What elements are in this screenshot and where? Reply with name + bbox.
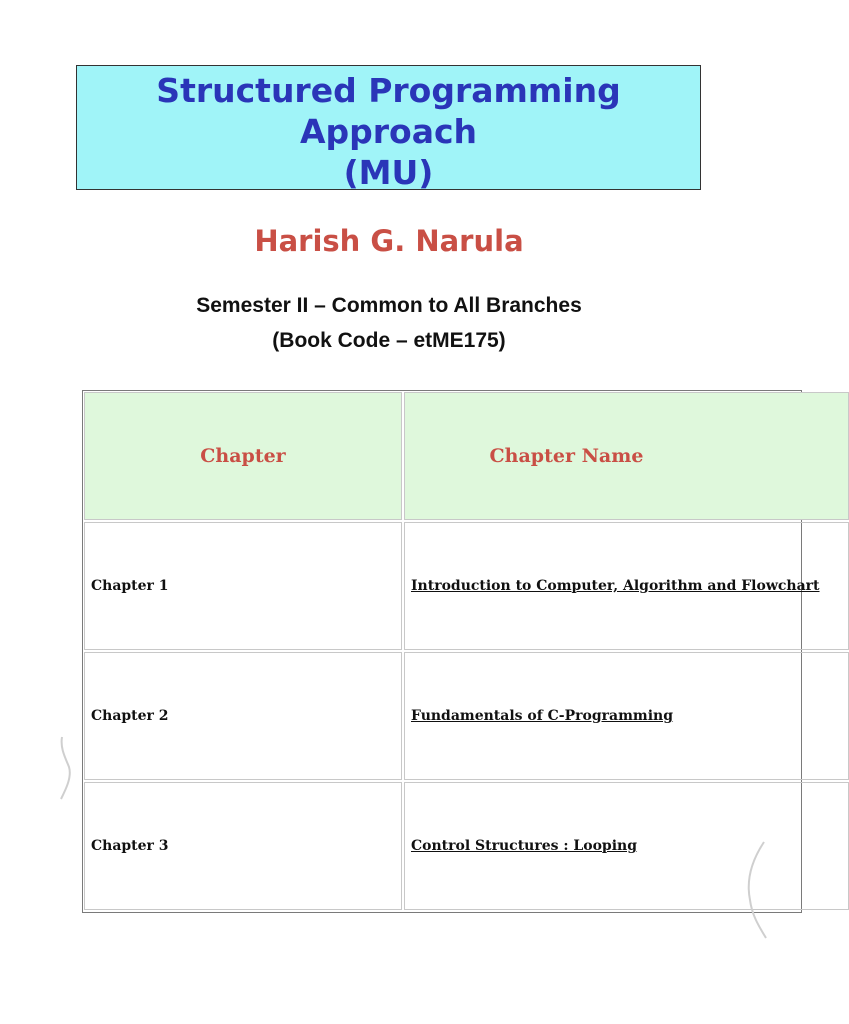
semester-subtitle: Semester II – Common to All Branches: [196, 294, 582, 317]
pen-mark-left: [56, 735, 76, 801]
chapter-table: [82, 390, 820, 913]
title-box: [76, 65, 701, 190]
chapter-2-link[interactable]: Fundamentals of C-Programming: [411, 708, 674, 724]
table-row: [404, 522, 849, 650]
row-3-chapter: Chapter 3: [91, 838, 169, 854]
table-row: [404, 782, 849, 910]
header-chapter-name-label: Chapter Name: [489, 445, 644, 467]
table-header-chapter-name: [404, 392, 849, 520]
row-2-chapter: Chapter 2: [91, 708, 169, 724]
header-chapter-label: Chapter: [200, 445, 286, 467]
row-1-chapter: Chapter 1: [91, 578, 169, 594]
chapter-1-link[interactable]: Introduction to Computer, Algorithm and Flowchart: [411, 578, 820, 594]
author-name: Harish G. Narula: [254, 224, 524, 258]
book-code: (Book Code – etME175): [272, 329, 506, 352]
table-header-chapter: [84, 392, 402, 520]
table-row: [84, 782, 402, 910]
chapter-3-link[interactable]: Control Structures : Looping: [411, 838, 638, 854]
table-row: [404, 652, 849, 780]
title-line-2: Approach: [299, 112, 478, 151]
table-row: [84, 522, 402, 650]
title-line-1: Structured Programming: [156, 71, 621, 110]
title-line-3: (MU): [343, 153, 434, 192]
table-row: [84, 652, 402, 780]
